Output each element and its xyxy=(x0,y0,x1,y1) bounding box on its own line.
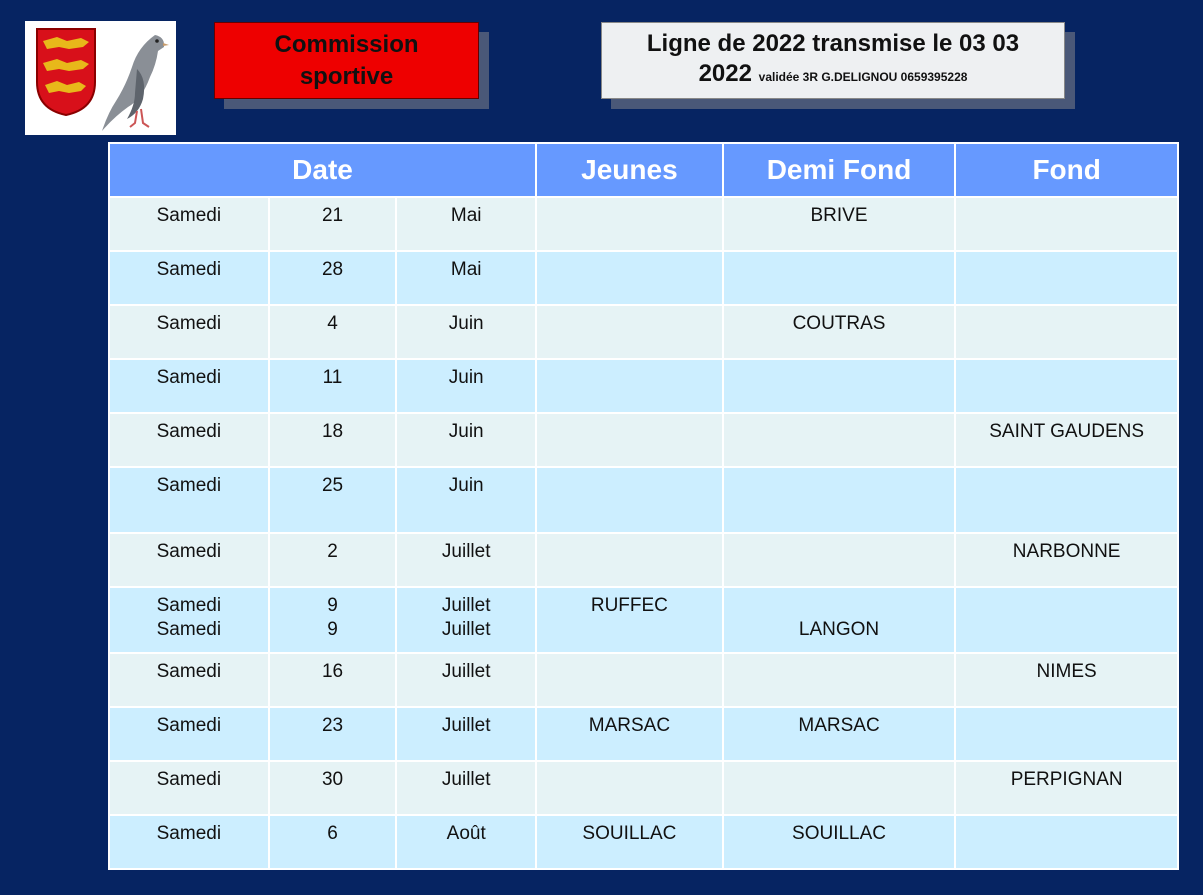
cell-month: Août xyxy=(396,815,536,869)
cell-demi-fond xyxy=(723,413,956,467)
table-header-row xyxy=(109,143,1178,197)
commission-line2: sportive xyxy=(299,62,394,90)
cell-jeunes: SOUILLAC xyxy=(536,815,723,869)
cell-fond xyxy=(955,815,1178,869)
cell-fond: NARBONNE xyxy=(955,533,1178,587)
ligne-validation: validée 3R G.DELIGNOU 0659395228 xyxy=(758,70,968,84)
cell-jeunes xyxy=(536,533,723,587)
cell-month-line1: Juillet xyxy=(441,595,491,616)
cell-num: 23 xyxy=(269,707,397,761)
cell-demi-fond xyxy=(723,653,956,707)
table-row xyxy=(109,533,1178,587)
cell-demi-fond: SOUILLAC xyxy=(723,815,956,869)
race-schedule-table xyxy=(108,142,1179,870)
cell-month: Mai xyxy=(396,251,536,305)
commission-sportive-label xyxy=(214,22,479,99)
header-date: Date xyxy=(109,143,536,197)
table-row xyxy=(109,197,1178,251)
cell-month-line2: Juillet xyxy=(441,619,491,640)
table-row xyxy=(109,359,1178,413)
cell-num-line2: 9 xyxy=(327,619,338,640)
cell-fond xyxy=(955,359,1178,413)
normandy-shield-icon xyxy=(35,27,97,117)
cell-jeunes xyxy=(536,653,723,707)
table-row xyxy=(109,761,1178,815)
table-row xyxy=(109,587,1178,653)
header-demi-fond: Demi Fond xyxy=(723,143,956,197)
cell-day: Samedi xyxy=(109,197,269,251)
cell-month: Mai xyxy=(396,197,536,251)
cell-day: Samedi xyxy=(109,533,269,587)
table-row xyxy=(109,413,1178,467)
cell-demi-fond-line2: LANGON xyxy=(798,619,880,640)
cell-jeunes xyxy=(536,413,723,467)
cell-fond xyxy=(955,587,1178,653)
pigeon-icon xyxy=(97,29,173,133)
cell-jeunes-line1: RUFFEC xyxy=(590,595,668,616)
cell-num: 21 xyxy=(269,197,397,251)
cell-num: 6 xyxy=(269,815,397,869)
cell-jeunes xyxy=(536,467,723,533)
cell-demi-fond xyxy=(723,587,956,653)
cell-demi-fond xyxy=(723,359,956,413)
ligne-title-line2 xyxy=(602,59,1064,92)
cell-demi-fond: BRIVE xyxy=(723,197,956,251)
cell-month: Juin xyxy=(396,467,536,533)
cell-jeunes xyxy=(536,587,723,653)
cell-jeunes xyxy=(536,251,723,305)
cell-fond xyxy=(955,305,1178,359)
cell-day: Samedi xyxy=(109,305,269,359)
table-row xyxy=(109,467,1178,533)
cell-jeunes xyxy=(536,359,723,413)
cell-fond: NIMES xyxy=(955,653,1178,707)
cell-demi-fond xyxy=(723,251,956,305)
cell-jeunes xyxy=(536,197,723,251)
cell-num: 11 xyxy=(269,359,397,413)
cell-num-line1: 9 xyxy=(327,595,338,616)
cell-month: Juin xyxy=(396,413,536,467)
cell-fond xyxy=(955,707,1178,761)
table-row xyxy=(109,305,1178,359)
cell-month: Juin xyxy=(396,359,536,413)
cell-num: 16 xyxy=(269,653,397,707)
table-row xyxy=(109,707,1178,761)
cell-demi-fond: MARSAC xyxy=(723,707,956,761)
cell-num: 25 xyxy=(269,467,397,533)
cell-day: Samedi xyxy=(109,251,269,305)
cell-num: 4 xyxy=(269,305,397,359)
cell-month xyxy=(396,587,536,653)
cell-num: 30 xyxy=(269,761,397,815)
table-row xyxy=(109,653,1178,707)
cell-month: Juin xyxy=(396,305,536,359)
cell-fond xyxy=(955,467,1178,533)
cell-fond xyxy=(955,251,1178,305)
cell-day: Samedi xyxy=(109,359,269,413)
cell-day-line1: Samedi xyxy=(156,595,222,616)
cell-day xyxy=(109,587,269,653)
cell-jeunes xyxy=(536,305,723,359)
cell-jeunes xyxy=(536,761,723,815)
cell-num: 18 xyxy=(269,413,397,467)
cell-day: Samedi xyxy=(109,413,269,467)
ligne-title-line1: Ligne de 2022 transmise le 03 03 xyxy=(646,30,1020,57)
commission-line1: Commission xyxy=(274,30,419,58)
header-fond: Fond xyxy=(955,143,1178,197)
table-row xyxy=(109,815,1178,869)
cell-fond: PERPIGNAN xyxy=(955,761,1178,815)
cell-month: Juillet xyxy=(396,707,536,761)
club-logo xyxy=(25,21,176,135)
cell-day: Samedi xyxy=(109,761,269,815)
cell-month: Juillet xyxy=(396,761,536,815)
cell-day-line2: Samedi xyxy=(156,619,222,640)
cell-fond xyxy=(955,197,1178,251)
cell-day: Samedi xyxy=(109,467,269,533)
cell-demi-fond-line1 xyxy=(724,594,955,618)
cell-demi-fond xyxy=(723,467,956,533)
cell-num xyxy=(269,587,397,653)
cell-num: 2 xyxy=(269,533,397,587)
ligne-year: 2022 xyxy=(698,60,752,87)
cell-fond: SAINT GAUDENS xyxy=(955,413,1178,467)
ligne-title-box xyxy=(601,22,1065,99)
cell-day: Samedi xyxy=(109,707,269,761)
cell-day: Samedi xyxy=(109,815,269,869)
table-row xyxy=(109,251,1178,305)
header-jeunes: Jeunes xyxy=(536,143,723,197)
cell-month: Juillet xyxy=(396,533,536,587)
cell-jeunes: MARSAC xyxy=(536,707,723,761)
cell-demi-fond xyxy=(723,533,956,587)
cell-demi-fond xyxy=(723,761,956,815)
cell-month: Juillet xyxy=(396,653,536,707)
cell-num: 28 xyxy=(269,251,397,305)
cell-demi-fond: COUTRAS xyxy=(723,305,956,359)
cell-day: Samedi xyxy=(109,653,269,707)
